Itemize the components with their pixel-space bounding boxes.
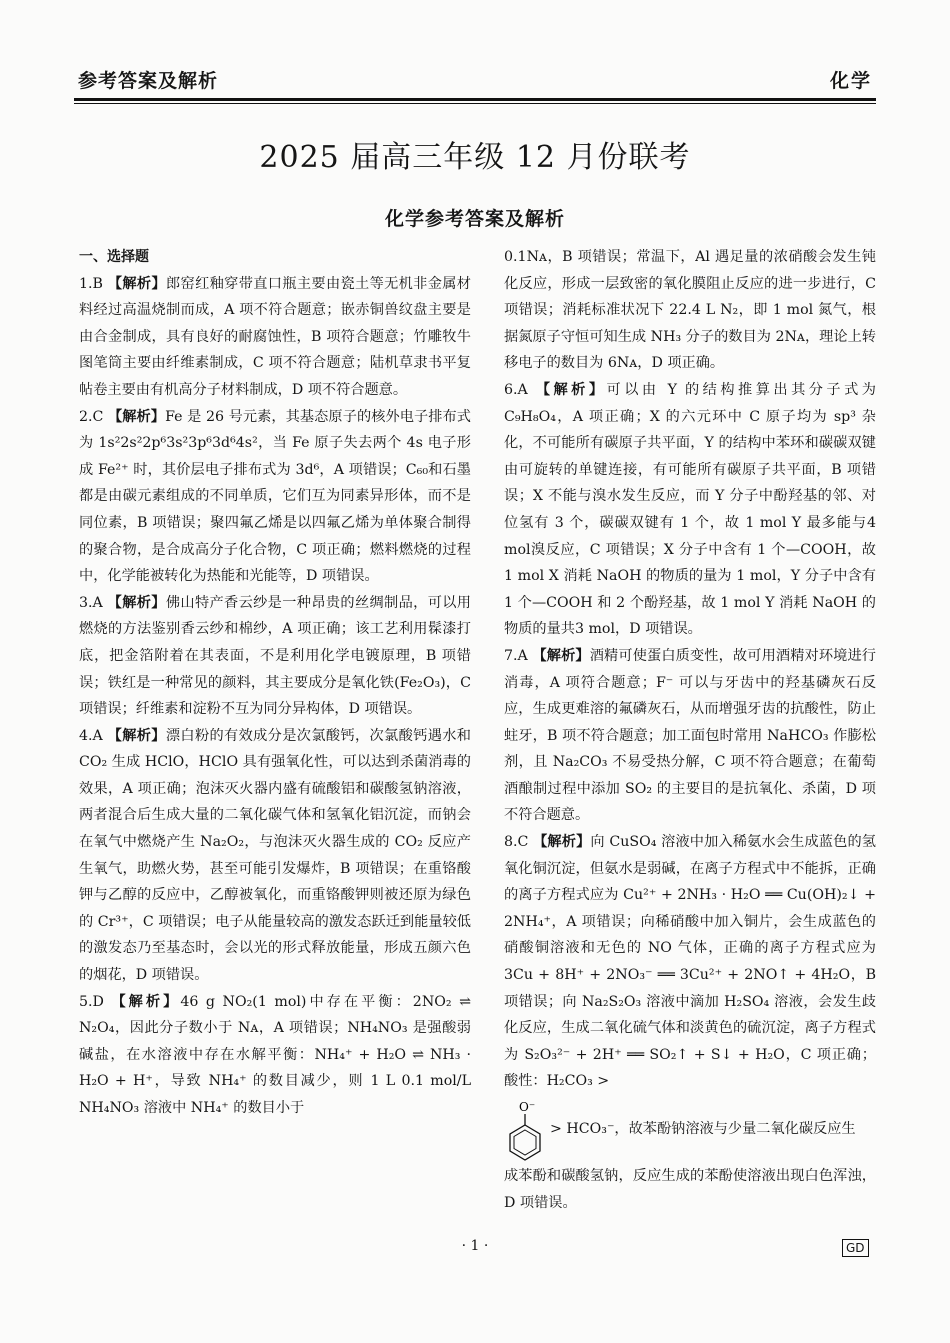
analysis-tag: 【解析】 xyxy=(107,594,166,611)
section-heading: 一、选择题 xyxy=(79,249,149,265)
page-number: · 1 · xyxy=(461,1238,489,1254)
answer-key: 1.B xyxy=(79,275,103,292)
answer-key: 7.A xyxy=(504,647,528,664)
analysis-tag: 【解析】 xyxy=(107,275,167,292)
phenoxide-structure-icon xyxy=(504,1097,550,1161)
page-title: 2025 届高三年级 12 月份联考 xyxy=(259,140,691,175)
header-rule-thin xyxy=(74,103,876,104)
answer-key: 3.A xyxy=(79,594,103,611)
answer-key: 4.A xyxy=(79,727,103,744)
region-badge: GD xyxy=(842,1239,869,1257)
structure-text: > HCO₃⁻，故苯酚钠溶液与少量二氧化碳反应生 xyxy=(550,1120,856,1137)
svg-text:O⁻: O⁻ xyxy=(519,1100,536,1114)
analysis-tag: 【解析】 xyxy=(535,381,607,398)
answer-item-8 xyxy=(504,829,876,1095)
analysis-tag: 【解析】 xyxy=(108,408,166,425)
answer-item-7 xyxy=(504,643,876,829)
analysis-tag: 【解析】 xyxy=(533,834,591,851)
answer-key: 6.A xyxy=(504,381,528,398)
header-rule-thick xyxy=(74,98,876,101)
answer-item-1 xyxy=(79,271,471,404)
answer-item-6 xyxy=(504,377,876,643)
answer-key: 2.C xyxy=(79,408,104,425)
answer-text: Fe 是 26 号元素，其基态原子的核外电子排布式为 1s²2s²2p⁶3s²3p⁶3d⁶4s²，当 Fe 原子失去两个 4s 电子形成 Fe²⁺ 时，其价层电子排布式为 3d⁶，A 项错误；C₆₀和石墨都是由碳元素组成的不同单质，它们互为同素异形体，而不是同位素，B 项错误；聚四氟乙烯是以四氟乙烯为单体聚合制得的聚合物，是合成高分子化合物，C 项正确；燃料燃烧的过程中，化学能被转化为热能和光能等，D 项错误。 xyxy=(79,408,471,585)
answer-key: 8.C xyxy=(504,834,529,851)
phenoxide-structure-row xyxy=(504,1097,876,1161)
answer-item-3 xyxy=(79,590,471,723)
header-right: 化学 xyxy=(829,70,872,92)
answer-text: 46 g NO₂(1 mol)中存在平衡：2NO₂ ⇌ N₂O₄，因此分子数小于 Nᴀ，A 项错误；NH₄NO₃ 是强酸弱碱盐，在水溶液中存在水解平衡：NH₄⁺ + H₂O ⇌ NH₃ · H₂O + H⁺，导致 NH₄⁺ 的数目减少，则 1 L 0.1 mol/L NH₄NO₃ 溶液中 NH₄⁺ 的数目小于 xyxy=(79,993,471,1116)
answer-text: 佛山特产香云纱是一种昂贵的丝绸制品，可以用燃烧的方法鉴别香云纱和棉纱，A 项正确；该工艺利用髹漆打底，把金箔附着在其表面，不是利用化学电镀原理，B 项错误；铁红是一种常见的颜料，其主要成分是氧化铁(Fe₂O₃)，C 项错误；纤维素和淀粉不互为同分异构体，D 项错误。 xyxy=(79,594,471,718)
answer-key: 5.D xyxy=(79,993,104,1010)
right-column xyxy=(504,244,876,1216)
analysis-tag: 【解析】 xyxy=(532,647,590,664)
answer-text: 酒精可使蛋白质变性，故可用酒精对环境进行消毒，A 项符合题意；F⁻ 可以与牙齿中的羟基磷灰石反应，生成更难溶的氟磷灰石，从而增强牙齿的抗酸性，防止蛀牙，B 项不符合题意；加工面包时常用 NaHCO₃ 作膨松剂，且 Na₂CO₃ 不易受热分解，C 项不符合题意；在葡萄酒酿制过程中添加 SO₂ 的主要目的是抗氧化、杀菌，D 项不符合题意。 xyxy=(504,647,876,824)
answer-text: 向 CuSO₄ 溶液中加入稀氨水会生成蓝色的氢氧化铜沉淀，但氨水是弱碱，在离子方程式中不能拆，正确的离子方程式应为 Cu²⁺ + 2NH₃ · H₂O ══ Cu(OH)₂↓ + 2NH₄⁺，A 项错误；向稀硝酸中加入铜片，会生成蓝色的硝酸铜溶液和无色的 NO 气体，正确的离子方程式应为 3Cu + 8H⁺ + 2NO₃⁻ ══ 3Cu²⁺ + 2NO↑ + 4H₂O，B 项错误；向 Na₂S₂O₃ 溶液中滴加 H₂SO₄ 溶液，会发生歧化反应，生成二氧化硫气体和淡黄色的硫沉淀，离子方程式为 S₂O₃²⁻ + 2H⁺ ══ SO₂↑ + S↓ + H₂O，C 项正确；酸性：H₂CO₃ > xyxy=(504,834,876,1090)
answer-text: 可以由 Y 的结构推算出其分子式为 C₉H₈O₄，A 项正确；X 的六元环中 C 原子均为 sp³ 杂化，不可能所有碳原子共平面，Y 的结构中苯环和碳碳双键由可旋转的单键连接，有可能所有碳原子共平面，B 项错误；X 不能与溴水发生反应，而 Y 分子中酚羟基的邻、对位氢有 3 个，碳碳双键有 1 个，故 1 mol Y 最多能与4 mol溴反应，C 项错误；X 分子中含有 1 个—COOH，故 1 mol X 消耗 NaOH 的物质的量为 1 mol，Y 分子中含有 1 个—COOH 和 2 个酚羟基，故 1 mol Y 消耗 NaOH 的物质的量共3 mol，D 项错误。 xyxy=(504,381,876,638)
analysis-tag: 【解析】 xyxy=(107,727,166,744)
answer-item-5 xyxy=(79,989,471,1122)
analysis-tag: 【解析】 xyxy=(111,993,181,1010)
header-left: 参考答案及解析 xyxy=(78,70,219,92)
left-column xyxy=(79,244,471,1122)
answer-text: 郎窑红釉穿带直口瓶主要由瓷土等无机非金属材料经过高温烧制而成，A 项不符合题意；嵌赤铜兽纹盘主要是由合金制成，具有良好的耐腐蚀性，B 项符合题意；竹雕牧牛图笔筒主要由纤维素制成，C 项不符合题意；陆机草隶书平复帖卷主要由有机高分子材料制成，D 项不符合题意。 xyxy=(79,275,471,398)
answer-item-8-tail: 成苯酚和碳酸氢钠，反应生成的苯酚使溶液出现白色浑浊，D 项错误。 xyxy=(504,1168,876,1211)
answer-item-2 xyxy=(79,404,471,590)
page-subtitle: 化学参考答案及解析 xyxy=(384,208,565,230)
answer-item-5-continued: 0.1Nᴀ，B 项错误；常温下，Al 遇足量的浓硝酸会发生钝化反应，形成一层致密的氧化膜阻止反应的进一步进行，C 项错误；消耗标准状况下 22.4 L N₂，即 1 mol 氮气，根据氮原子守恒可知生成 NH₃ 分子的数目为 2Nᴀ，理论上转移电子的数目为 6Nᴀ，D 项正确。 xyxy=(504,249,876,372)
answer-text: 漂白粉的有效成分是次氯酸钙，次氯酸钙遇水和 CO₂ 生成 HClO，HClO 具有强氧化性，可以达到杀菌消毒的效果，A 项正确；泡沫灭火器内盛有硫酸铝和碳酸氢钠溶液，两者混合后生成大量的二氧化碳气体和氢氧化铝沉淀，而钠会在氧气中燃烧产生 Na₂O₂，与泡沫灭火器生成的 CO₂ 反应产生氧气，助燃火势，甚至可能引发爆炸，B 项错误；在重铬酸钾与乙醇的反应中，乙醇被氧化，而重铬酸钾则被还原为绿色的 Cr³⁺，C 项错误；电子从能量较高的激发态跃迁到能量较低的激发态乃至基态时，会以光的形式释放能量，形成五颜六色的烟花，D 项错误。 xyxy=(79,727,471,984)
answer-item-4 xyxy=(79,723,471,989)
